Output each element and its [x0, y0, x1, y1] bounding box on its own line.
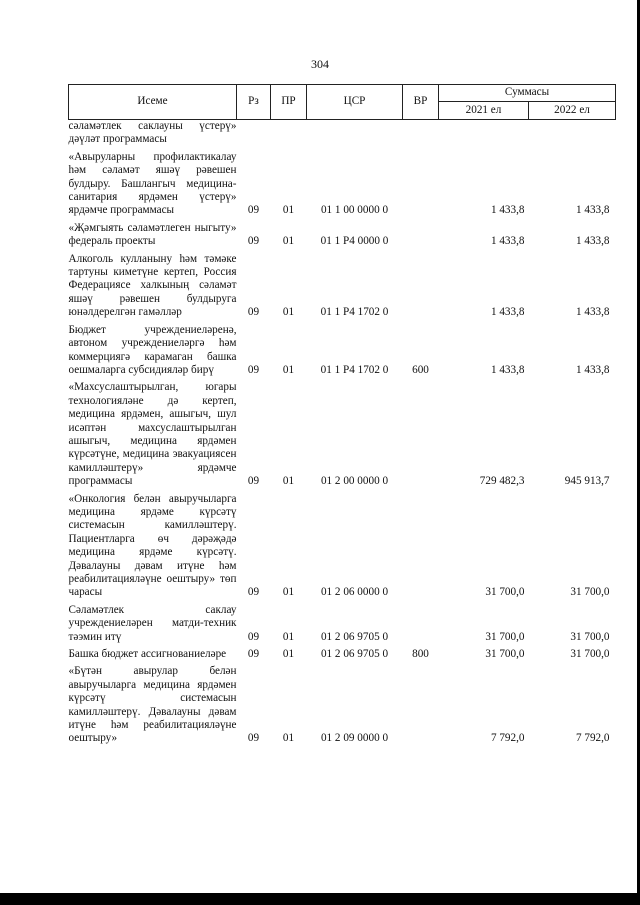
table-row	[69, 249, 616, 320]
row-pr: 01	[282, 648, 295, 661]
row-csr	[307, 120, 403, 147]
row-csr: 01 1 P4 1702 0	[320, 363, 389, 376]
header-pr: ПР	[271, 85, 307, 120]
row-sum-2022: 1 433,8	[575, 235, 610, 248]
row-csr: 01 1 00 0000 0	[320, 204, 389, 217]
row-name: «Махсуслаштырылган, югары технологияләне дә кертеп, медицина ярдәмен, ашыгыч, шул исәптән махсуслаштырылган ашыгыч, медицина ярдәмен күрсәтүне, медицина эвакуациясен камилләштерү» ярдәмче программасы	[68, 381, 237, 488]
row-vr	[403, 147, 439, 218]
row-rz: 09	[247, 204, 260, 217]
header-sums: Суммасы	[439, 85, 616, 102]
row-sum-2022: 31 700,0	[570, 586, 610, 599]
scan-edge-bottom	[0, 893, 640, 905]
row-vr	[403, 377, 439, 488]
row-sum-2022: 31 700,0	[570, 630, 610, 643]
row-pr: 01	[282, 204, 295, 217]
row-vr	[403, 489, 439, 600]
row-pr: 01	[282, 630, 295, 643]
row-sum-2022: 1 433,8	[575, 204, 610, 217]
row-vr	[403, 120, 439, 147]
row-sum-2022	[529, 120, 616, 147]
row-sum-2021: 1 433,8	[490, 204, 525, 217]
row-rz: 09	[247, 732, 260, 745]
row-sum-2021: 31 700,0	[485, 630, 525, 643]
table-row	[69, 661, 616, 745]
row-sum-2022: 31 700,0	[570, 648, 610, 661]
row-rz: 09	[247, 630, 260, 643]
row-rz: 09	[247, 363, 260, 376]
row-sum-2021: 7 792,0	[490, 732, 525, 745]
row-name: Алкоголь кулланыну һәм тәмәке тартуны киметүне кертеп, Россия Федерациясе халкының сәламәт яшәү рәвешен булдыруга юнәлдерелгән гамәлләр	[68, 252, 237, 319]
row-vr	[403, 600, 439, 644]
row-name: «Авыруларны профилактикалау һәм сәламәт яшәү рәвешен булдыру. Башлангыч медицина-санитария ярдәмен үстерү» ярдәмче программасы	[68, 150, 237, 217]
row-pr: 01	[282, 475, 295, 488]
row-csr: 01 1 P4 0000 0	[320, 235, 389, 248]
table-row	[69, 489, 616, 600]
page-number: 304	[311, 57, 329, 71]
table-row	[69, 218, 616, 249]
table-row	[69, 147, 616, 218]
row-name: «Бүтән авырулар белән авыручыларга медицина ярдәмен күрсәтү системасын камилләштерү. Дәвалауны дәвам итүне һәм реабилитацияләүне оештыру»	[68, 665, 237, 745]
row-pr: 01	[282, 235, 295, 248]
row-csr: 01 2 00 0000 0	[320, 475, 389, 488]
budget-table	[68, 84, 616, 746]
row-name: Сәламәтлек саклау учреждениеләрен матди-техник тәэмин итү	[68, 603, 237, 643]
row-name: «Җәмгыять сәламәтлеген ныгыту» федераль проекты	[68, 221, 237, 248]
row-sum-2022: 7 792,0	[575, 732, 610, 745]
row-vr	[403, 661, 439, 745]
row-sum-2021	[439, 120, 529, 147]
row-sum-2021: 1 433,8	[490, 306, 525, 319]
table-row	[69, 600, 616, 644]
row-rz: 09	[247, 235, 260, 248]
table-row	[69, 377, 616, 488]
table-row	[69, 644, 616, 661]
table-header	[69, 85, 616, 120]
row-sum-2021: 1 433,8	[490, 235, 525, 248]
row-name: сәламәтлек саклауны үстерү» дәүләт программасы	[68, 120, 237, 146]
row-csr: 01 2 06 0000 0	[320, 586, 389, 599]
row-sum-2021: 1 433,8	[490, 363, 525, 376]
row-sum-2021: 31 700,0	[485, 586, 525, 599]
row-sum-2021: 31 700,0	[485, 648, 525, 661]
row-pr: 01	[282, 306, 295, 319]
header-vr: ВР	[403, 85, 439, 120]
header-rz: Рз	[237, 85, 271, 120]
row-pr: 01	[282, 586, 295, 599]
row-name: Бюджет учреждениеләренә, автоном учреждениеләргә һәм коммерциягә карамаган башка оешмаларга субсидияләр бирү	[68, 323, 237, 376]
row-csr: 01 2 06 9705 0	[320, 648, 389, 661]
row-sum-2022: 945 913,7	[564, 475, 610, 488]
row-name: «Онкология белән авыручыларга медицина ярдәме күрсәтү системасын камилләштерү. Пациентларга өч дәрәҗәдә медицина ярдәме күрсәтү. Дәвалауны дәвам итүне һәм реабилитацияләүне оештыру» төп чарасы	[68, 492, 237, 599]
row-csr: 01 2 06 9705 0	[320, 630, 389, 643]
row-sum-2021: 729 482,3	[479, 475, 525, 488]
row-rz	[237, 120, 271, 147]
row-name: Башка бюджет ассигнованиеләре	[68, 648, 227, 661]
row-pr: 01	[282, 732, 295, 745]
header-csr: ЦСР	[307, 85, 403, 120]
row-rz: 09	[247, 475, 260, 488]
header-year-2022: 2022 ел	[529, 102, 616, 120]
row-pr: 01	[282, 363, 295, 376]
table-row	[69, 120, 616, 147]
row-vr: 600	[412, 363, 429, 376]
row-sum-2022: 1 433,8	[575, 363, 610, 376]
row-pr	[271, 120, 307, 147]
row-vr: 800	[412, 648, 429, 661]
row-sum-2022: 1 433,8	[575, 306, 610, 319]
row-rz: 09	[247, 648, 260, 661]
header-year-2021: 2021 ел	[439, 102, 529, 120]
row-csr: 01 1 P4 1702 0	[320, 306, 389, 319]
row-csr: 01 2 09 0000 0	[320, 732, 389, 745]
header-name: Исеме	[69, 85, 237, 120]
row-rz: 09	[247, 586, 260, 599]
table-body	[69, 120, 616, 746]
row-rz: 09	[247, 306, 260, 319]
row-vr	[403, 218, 439, 249]
row-vr	[403, 249, 439, 320]
table-row	[69, 320, 616, 378]
